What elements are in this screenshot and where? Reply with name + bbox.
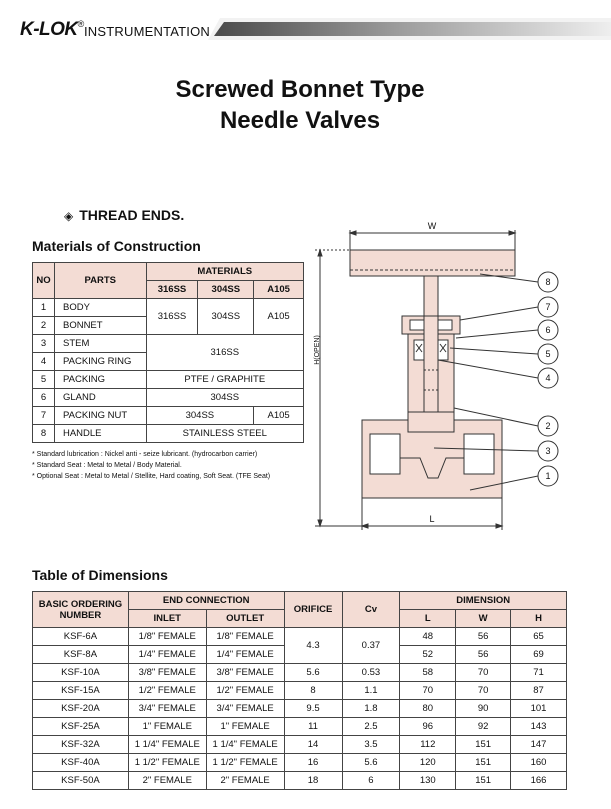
table-header-row [33, 263, 304, 281]
callout-label-5: 5 [545, 349, 551, 359]
cell-cv: 6 [342, 772, 400, 790]
cell-inlet: 1 1/2" FEMALE [128, 754, 206, 772]
cell-stem-ring-material: 316SS [146, 335, 303, 371]
header-basic-ordering-number: BASIC ORDERING NUMBER [33, 592, 129, 628]
row-no: 4 [33, 353, 55, 371]
cell-inlet: 1/4" FEMALE [128, 646, 206, 664]
cell-w: 56 [456, 628, 511, 646]
inlet-port [370, 434, 400, 474]
row-part: PACKING RING [54, 353, 146, 371]
note-lubrication: * Standard lubrication : Nickel anti - seize lubricant. (hydrocarbon carrier) [32, 451, 258, 458]
cell-handle-material: STAINLESS STEEL [146, 425, 303, 443]
header-a105: A105 [254, 281, 304, 299]
cell-l: 96 [400, 718, 456, 736]
cell-outlet: 1/8" FEMALE [206, 628, 284, 646]
diamond-bullet-icon: ◈ [64, 209, 74, 223]
dimensions-table-body [33, 664, 567, 790]
cell-outlet: 3/8" FEMALE [206, 664, 284, 682]
leader-line-7 [460, 307, 538, 320]
cell-316ss: 316SS [146, 299, 198, 335]
cell-orifice: 18 [284, 772, 342, 790]
cell-w: 70 [456, 682, 511, 700]
registered-mark: ® [77, 19, 84, 29]
row-no: 7 [33, 407, 55, 425]
header-parts: PARTS [54, 263, 146, 299]
arrow-icon [318, 250, 322, 256]
header-l: L [400, 610, 456, 628]
cell-l: 80 [400, 700, 456, 718]
table-row [33, 736, 567, 754]
cell-l: 130 [400, 772, 456, 790]
header-inlet: INLET [128, 610, 206, 628]
callout-label-7: 7 [545, 302, 551, 312]
header-no: NO [33, 263, 55, 299]
table-row [33, 664, 567, 682]
header-materials: MATERIALS [146, 263, 303, 281]
table-row [33, 407, 304, 425]
row-part: STEM [54, 335, 146, 353]
cell-orifice: 4.3 [284, 628, 342, 664]
row-part: BODY [54, 299, 146, 317]
table-header-row [33, 592, 567, 610]
cell-h: 160 [511, 754, 567, 772]
arrow-icon [509, 231, 515, 235]
l-label: L [429, 514, 435, 524]
cell-w: 56 [456, 646, 511, 664]
cell-cv: 5.6 [342, 754, 400, 772]
materials-notes [32, 449, 270, 482]
page-title-line1: Screwed Bonnet Type [175, 76, 425, 103]
page-header [0, 0, 611, 58]
brand-logo: K-LOK® [20, 19, 84, 40]
cell-outlet: 1/2" FEMALE [206, 682, 284, 700]
cell-w: 151 [456, 754, 511, 772]
table-row [33, 299, 304, 317]
arrow-icon [350, 231, 356, 235]
cell-packing-nut-material: 304SS [146, 407, 254, 425]
callout-label-3: 3 [545, 446, 551, 456]
cell-ordering-number: KSF-10A [33, 664, 129, 682]
cell-h: 71 [511, 664, 567, 682]
dimensions-section-title: Table of Dimensions [32, 567, 168, 583]
cell-inlet: 3/4" FEMALE [128, 700, 206, 718]
leader-line-6 [456, 330, 538, 338]
row-no: 6 [33, 389, 55, 407]
cell-outlet: 1 1/4" FEMALE [206, 736, 284, 754]
cell-ordering-number: KSF-20A [33, 700, 129, 718]
cell-cv: 0.53 [342, 664, 400, 682]
cell-l: 48 [400, 628, 456, 646]
w-label: W [427, 221, 437, 231]
row-no: 1 [33, 299, 55, 317]
cell-inlet: 1/2" FEMALE [128, 682, 206, 700]
stem-shape [424, 276, 438, 316]
cell-inlet: 1" FEMALE [128, 718, 206, 736]
cell-ordering-number: KSF-40A [33, 754, 129, 772]
cell-w: 90 [456, 700, 511, 718]
header-outlet: OUTLET [206, 610, 284, 628]
row-no: 3 [33, 335, 55, 353]
row-part: PACKING [54, 371, 146, 389]
callout-label-6: 6 [545, 325, 551, 335]
cell-packing-material: PTFE / GRAPHITE [146, 371, 303, 389]
cell-orifice: 9.5 [284, 700, 342, 718]
cell-h: 87 [511, 682, 567, 700]
row-part: PACKING NUT [54, 407, 146, 425]
table-row [33, 389, 304, 407]
table-row [33, 718, 567, 736]
valve-cross-section-diagram [310, 220, 570, 535]
cell-304ss: 304SS [198, 299, 254, 335]
cell-cv: 1.8 [342, 700, 400, 718]
outlet-port [464, 434, 494, 474]
cell-ordering-number: KSF-50A [33, 772, 129, 790]
dimensions-table [32, 591, 567, 790]
cell-inlet: 1 1/4" FEMALE [128, 736, 206, 754]
cell-cv: 1.1 [342, 682, 400, 700]
callout-label-4: 4 [545, 373, 551, 383]
table-row [33, 335, 304, 353]
table-row [33, 425, 304, 443]
cell-orifice: 5.6 [284, 664, 342, 682]
cell-w: 151 [456, 736, 511, 754]
arrow-icon [362, 524, 368, 528]
cell-ordering-number: KSF-32A [33, 736, 129, 754]
h-label: H(OPEN) [314, 335, 321, 365]
leader-line-5 [450, 348, 538, 354]
cell-cv: 0.37 [342, 628, 400, 664]
arrow-icon [496, 524, 502, 528]
table-row [33, 371, 304, 389]
callout-label-1: 1 [545, 471, 551, 481]
cell-w: 151 [456, 772, 511, 790]
row-no: 5 [33, 371, 55, 389]
cell-h: 101 [511, 700, 567, 718]
cell-h: 166 [511, 772, 567, 790]
materials-table [32, 262, 304, 443]
arrow-icon [318, 520, 322, 526]
body-neck-shape [408, 412, 454, 432]
cell-l: 58 [400, 664, 456, 682]
cell-orifice: 8 [284, 682, 342, 700]
cell-h: 147 [511, 736, 567, 754]
cell-inlet: 2" FEMALE [128, 772, 206, 790]
cell-ordering-number: KSF-6A [33, 628, 129, 646]
table-row [33, 754, 567, 772]
row-part: BONNET [54, 317, 146, 335]
cell-ordering-number: KSF-8A [33, 646, 129, 664]
table-row [33, 682, 567, 700]
header-end-connection: END CONNECTION [128, 592, 284, 610]
callout-label-8: 8 [545, 277, 551, 287]
cell-ordering-number: KSF-25A [33, 718, 129, 736]
header-w: W [456, 610, 511, 628]
header-h: H [511, 610, 567, 628]
handle-shape [350, 250, 515, 276]
row-part: HANDLE [54, 425, 146, 443]
brand-subtitle: INSTRUMENTATION [84, 24, 211, 39]
cell-h: 65 [511, 628, 567, 646]
cell-w: 92 [456, 718, 511, 736]
cell-orifice: 11 [284, 718, 342, 736]
table-row [33, 628, 567, 646]
cell-orifice: 14 [284, 736, 342, 754]
cell-outlet: 2" FEMALE [206, 772, 284, 790]
cell-l: 120 [400, 754, 456, 772]
header-dimension: DIMENSION [400, 592, 567, 610]
cell-l: 70 [400, 682, 456, 700]
table-row [33, 772, 567, 790]
note-optional-seat: * Optional Seat : Metal to Metal / Stellite, Hard coating, Soft Seat. (TFE Seat) [32, 473, 271, 480]
row-no: 8 [33, 425, 55, 443]
cell-orifice: 16 [284, 754, 342, 772]
cell-ordering-number: KSF-15A [33, 682, 129, 700]
cell-l: 52 [400, 646, 456, 664]
cell-cv: 3.5 [342, 736, 400, 754]
cell-outlet: 1" FEMALE [206, 718, 284, 736]
cell-packing-nut-a105: A105 [254, 407, 304, 425]
cell-w: 70 [456, 664, 511, 682]
header-316ss: 316SS [146, 281, 198, 299]
cell-cv: 2.5 [342, 718, 400, 736]
cell-gland-material: 304SS [146, 389, 303, 407]
header-304ss: 304SS [198, 281, 254, 299]
header-cv: Cv [342, 592, 400, 628]
cell-outlet: 1/4" FEMALE [206, 646, 284, 664]
table-row [33, 700, 567, 718]
cell-a105: A105 [254, 299, 304, 335]
cell-inlet: 3/8" FEMALE [128, 664, 206, 682]
note-standard-seat: * Standard Seat : Metal to Metal / Body Material. [32, 462, 182, 469]
callout-label-2: 2 [545, 421, 551, 431]
row-part: GLAND [54, 389, 146, 407]
cell-h: 143 [511, 718, 567, 736]
cell-outlet: 1 1/2" FEMALE [206, 754, 284, 772]
thread-ends-heading: ◈ THREAD ENDS. [64, 207, 185, 223]
cell-outlet: 3/4" FEMALE [206, 700, 284, 718]
cell-h: 69 [511, 646, 567, 664]
header-orifice: ORIFICE [284, 592, 342, 628]
row-no: 2 [33, 317, 55, 335]
page-title-line2: Needle Valves [219, 107, 381, 134]
header-decorative-band [208, 14, 611, 42]
cell-inlet: 1/8" FEMALE [128, 628, 206, 646]
cell-l: 112 [400, 736, 456, 754]
materials-section-title: Materials of Construction [32, 238, 201, 254]
